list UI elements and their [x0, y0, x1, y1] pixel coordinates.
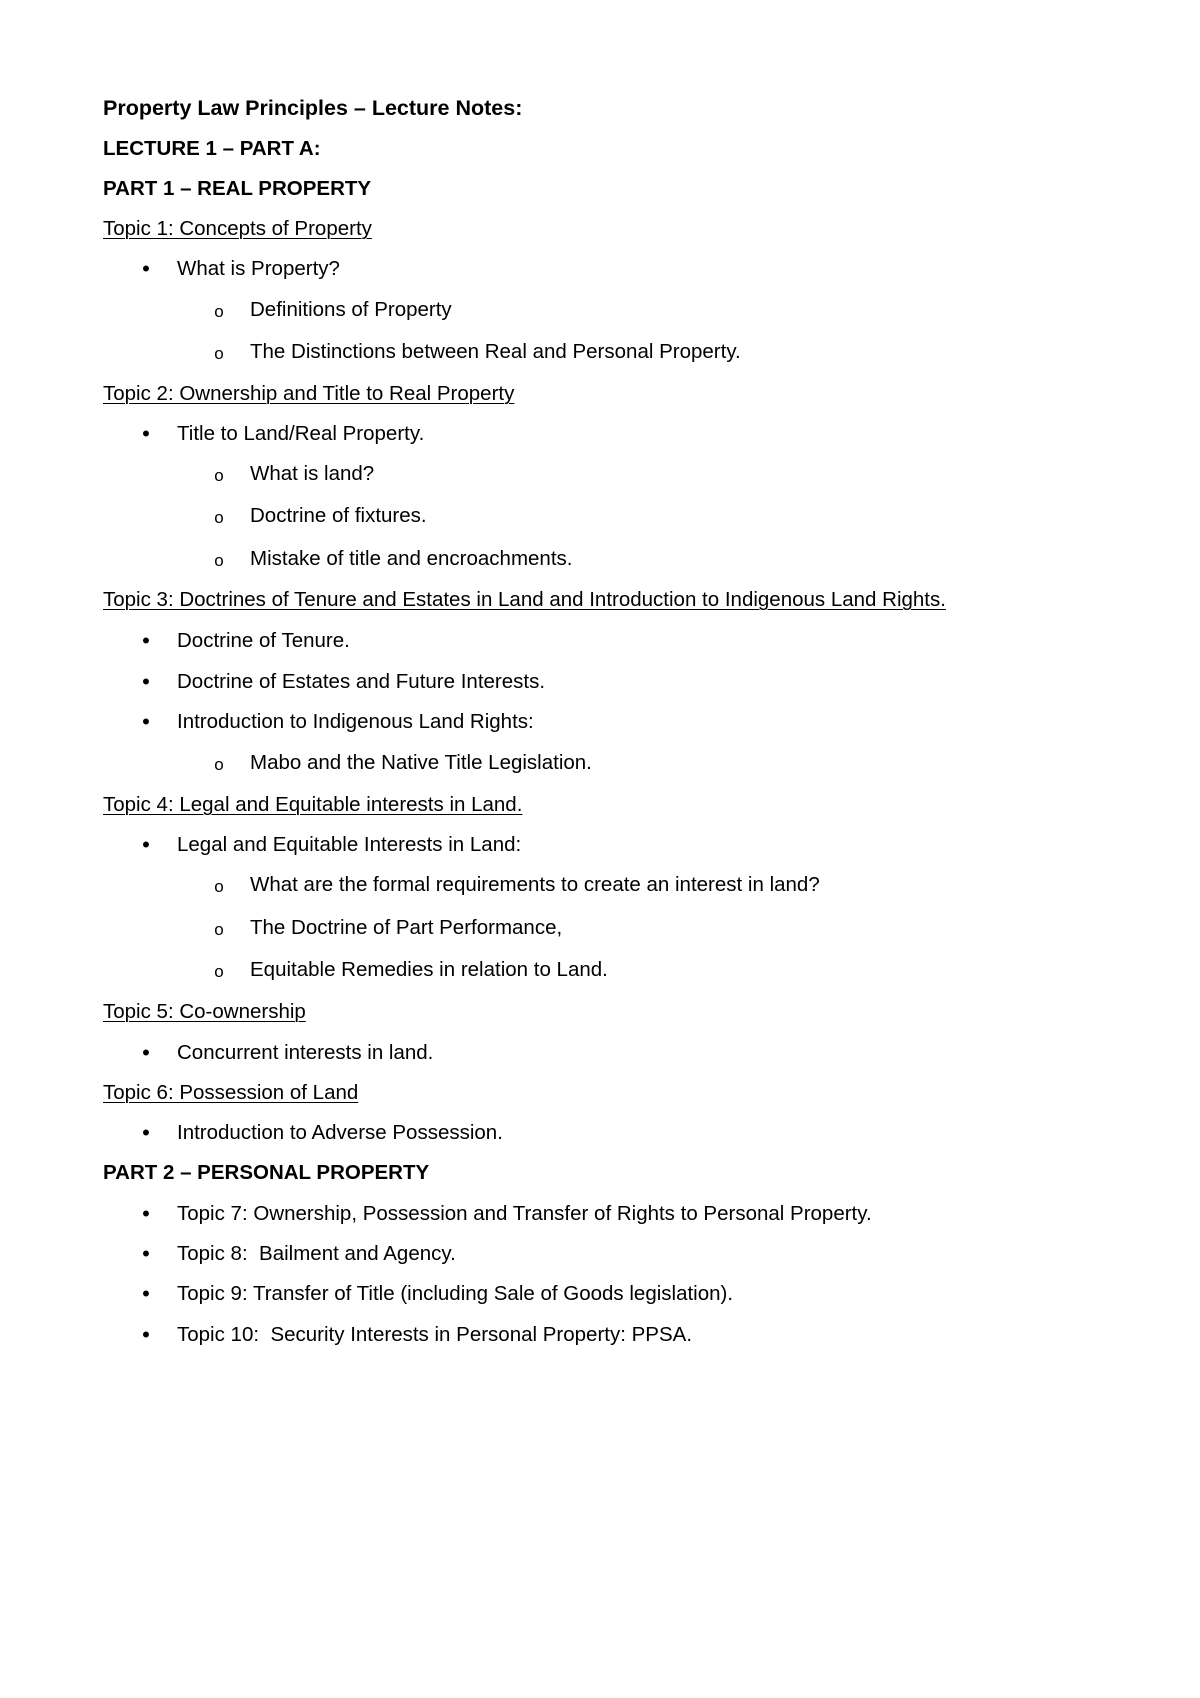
sub-bullet-icon: o	[214, 877, 224, 896]
topic2-bullet-1	[103, 422, 424, 446]
bullet-icon: •	[142, 1120, 150, 1145]
bullet-icon: •	[142, 256, 150, 281]
topic2-sub-2	[103, 504, 427, 528]
topic2-sub-3	[103, 547, 572, 571]
bullet-text: Topic 8: Bailment and Agency.	[177, 1242, 456, 1265]
topic1-title: Topic 1: Concepts of Property	[103, 217, 372, 240]
bullet-icon: •	[142, 1040, 150, 1065]
sub-bullet-icon: o	[214, 508, 224, 527]
bullet-icon: •	[142, 1281, 150, 1306]
topic3-bullet-1	[103, 629, 350, 653]
bullet-text: Concurrent interests in land.	[177, 1041, 434, 1064]
topic4-title: Topic 4: Legal and Equitable interests in Land.	[103, 793, 523, 816]
bullet-text: Introduction to Adverse Possession.	[177, 1121, 503, 1144]
part2-bullet-3	[103, 1282, 733, 1306]
topic4-sub-1	[103, 873, 820, 897]
bullet-text: Topic 10: Security Interests in Personal Property: PPSA.	[177, 1323, 693, 1346]
sub-bullet-text: What are the formal requirements to create an interest in land?	[250, 873, 820, 896]
bullet-text: Doctrine of Tenure.	[177, 629, 350, 652]
sub-bullet-text: Equitable Remedies in relation to Land.	[250, 958, 608, 981]
bullet-text: Title to Land/Real Property.	[177, 422, 425, 445]
sub-bullet-text: Doctrine of fixtures.	[250, 504, 427, 527]
topic2-sub-1	[103, 462, 374, 486]
bullet-text: Doctrine of Estates and Future Interests.	[177, 670, 546, 693]
bullet-icon: •	[142, 1201, 150, 1226]
sub-bullet-text: Mabo and the Native Title Legislation.	[250, 751, 592, 774]
topic1-bullet-1	[103, 257, 340, 281]
sub-bullet-text: Definitions of Property	[250, 298, 452, 321]
bullet-text: Topic 9: Transfer of Title (including Sale of Goods legislation).	[177, 1282, 734, 1305]
document-title: Property Law Principles – Lecture Notes:	[103, 96, 523, 120]
bullet-text: Topic 7: Ownership, Possession and Transfer of Rights to Personal Property.	[177, 1202, 872, 1225]
sub-bullet-icon: o	[214, 551, 224, 570]
sub-bullet-icon: o	[214, 302, 224, 321]
sub-bullet-text: The Doctrine of Part Performance,	[250, 916, 563, 939]
bullet-icon: •	[142, 628, 150, 653]
part2-bullet-1	[103, 1202, 872, 1226]
part1-heading: PART 1 – REAL PROPERTY	[103, 177, 372, 200]
topic5-bullet-1	[103, 1041, 433, 1065]
sub-bullet-icon: o	[214, 920, 224, 939]
topic4-sub-2	[103, 916, 562, 940]
sub-bullet-icon: o	[214, 755, 224, 774]
sub-bullet-icon: o	[214, 344, 224, 363]
topic3-sub-1	[103, 751, 592, 775]
bullet-icon: •	[142, 421, 150, 446]
topic1-sub-2	[103, 340, 741, 364]
topic4-sub-3	[103, 958, 608, 982]
topic5-title: Topic 5: Co-ownership	[103, 1000, 306, 1023]
bullet-text: Introduction to Indigenous Land Rights:	[177, 710, 534, 733]
part2-heading: PART 2 – PERSONAL PROPERTY	[103, 1161, 430, 1184]
topic6-bullet-1	[103, 1121, 503, 1145]
sub-bullet-text: The Distinctions between Real and Personal Property.	[250, 340, 741, 363]
lecture-heading: LECTURE 1 – PART A:	[103, 137, 321, 160]
sub-bullet-icon: o	[214, 466, 224, 485]
topic1-sub-1	[103, 298, 452, 322]
sub-bullet-text: What is land?	[250, 462, 375, 485]
topic6-title: Topic 6: Possession of Land	[103, 1081, 359, 1104]
bullet-icon: •	[142, 832, 150, 857]
topic3-bullet-2	[103, 670, 545, 694]
topic4-bullet-1	[103, 833, 521, 857]
bullet-icon: •	[142, 1241, 150, 1266]
sub-bullet-text: Mistake of title and encroachments.	[250, 547, 573, 570]
topic3-title: Topic 3: Doctrines of Tenure and Estates in Land and Introduction to Indigenous Land Rights.	[103, 588, 946, 611]
part2-bullet-2	[103, 1242, 456, 1266]
topic2-title: Topic 2: Ownership and Title to Real Property	[103, 382, 515, 405]
bullet-icon: •	[142, 669, 150, 694]
bullet-text: What is Property?	[177, 257, 340, 280]
part2-bullet-4	[103, 1323, 692, 1347]
sub-bullet-icon: o	[214, 962, 224, 981]
topic3-bullet-3	[103, 710, 534, 734]
bullet-icon: •	[142, 1322, 150, 1347]
bullet-text: Legal and Equitable Interests in Land:	[177, 833, 522, 856]
bullet-icon: •	[142, 709, 150, 734]
